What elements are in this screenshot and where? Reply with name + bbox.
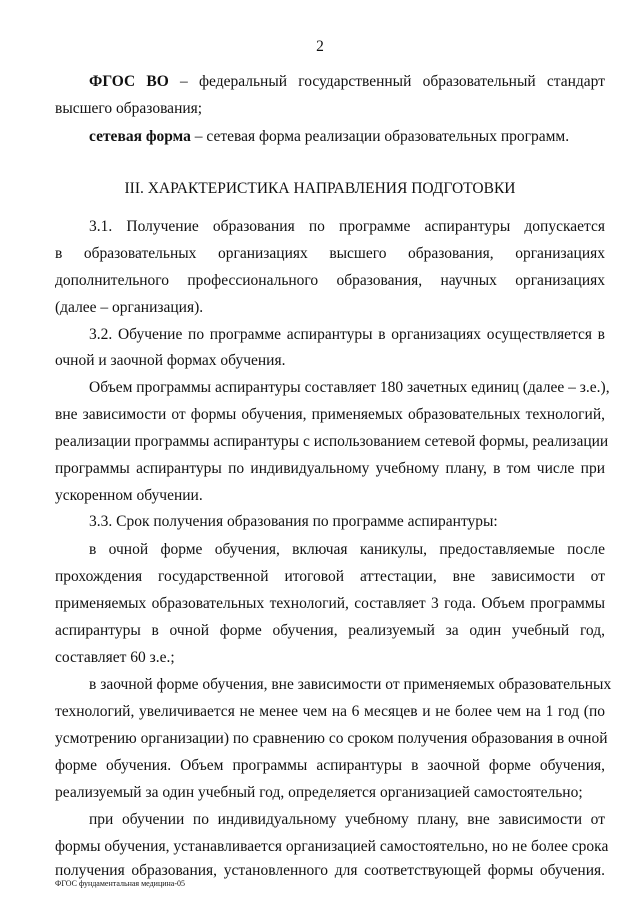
text-line: Объем программы аспирантуры составляет 180 зачетных единиц (далее – з.е.), bbox=[89, 379, 610, 396]
definition-fgos-line1 bbox=[89, 72, 605, 92]
definition-text: – федеральный государственный образовательный стандарт bbox=[168, 73, 605, 90]
text-line: составляет 60 з.е.; bbox=[55, 649, 175, 666]
text-line: 3.1. Получение образования по программе аспирантуры допускается bbox=[89, 218, 605, 235]
section-heading: III. ХАРАКТЕРИСТИКА НАПРАВЛЕНИЯ ПОДГОТОВКИ bbox=[124, 180, 516, 197]
text-line: аспирантуры в очной форме обучения, реализуемый за один учебный год, bbox=[55, 622, 605, 639]
footer-label: ФГОС фундаментальная медицина-05 bbox=[55, 879, 186, 888]
text-line: 3.2. Обучение по программе аспирантуры в организациях осуществляется в bbox=[89, 326, 605, 343]
text-line: (далее – организация). bbox=[55, 299, 204, 316]
text-line: в заочной форме обучения, вне зависимости от применяемых образовательных bbox=[89, 676, 612, 693]
text-line: дополнительного профессионального образования, научных организациях bbox=[55, 272, 605, 289]
definition-term: ФГОС ВО bbox=[89, 73, 169, 90]
text-line: в образовательных организациях высшего образования, организациях bbox=[55, 245, 605, 262]
text-line: реализуемый за один учебный год, определяется организацией самостоятельно; bbox=[55, 784, 583, 801]
text-line: прохождения государственной итоговой аттестации, вне зависимости от bbox=[55, 568, 605, 585]
page-number: 2 bbox=[316, 38, 324, 55]
definition-term: сетевая форма bbox=[89, 128, 191, 145]
text-line: при обучении по индивидуальному учебному плану, вне зависимости от bbox=[89, 811, 605, 828]
text-line: технологий, увеличивается не менее чем на 6 месяцев и не более чем на 1 год (по bbox=[55, 703, 605, 720]
text-line: в очной форме обучения, включая каникулы, предоставляемые после bbox=[89, 541, 605, 558]
definition-text: – сетевая форма реализации образовательных программ. bbox=[190, 128, 570, 145]
text-line: 3.3. Срок получения образования по программе аспирантуры: bbox=[89, 513, 498, 530]
definition-fgos-line2: высшего образования; bbox=[55, 100, 203, 117]
text-line: формы обучения, устанавливается организацией самостоятельно, но не более срока bbox=[55, 838, 609, 855]
text-line: очной и заочной формах обучения. bbox=[55, 352, 286, 369]
text-line: ускоренном обучении. bbox=[55, 487, 203, 504]
text-line: реализации программы аспирантуры с использованием сетевой формы, реализации bbox=[55, 433, 609, 450]
text-line: применяемых образовательных технологий, составляет 3 года. Объем программы bbox=[55, 595, 605, 612]
definition-network-form bbox=[89, 127, 605, 147]
text-line: программы аспирантуры по индивидуальному учебному плану, в том числе при bbox=[55, 460, 605, 477]
text-line: форме обучения. Объем программы аспирантуры в заочной форме обучения, bbox=[55, 757, 605, 774]
text-line: вне зависимости от формы обучения, применяемых образовательных технологий, bbox=[55, 406, 605, 423]
text-line: усмотрению организации) по сравнению со сроком получения образования в очной bbox=[55, 730, 608, 747]
text-line: получения образования, установленного для соответствующей формы обучения. bbox=[55, 862, 605, 879]
